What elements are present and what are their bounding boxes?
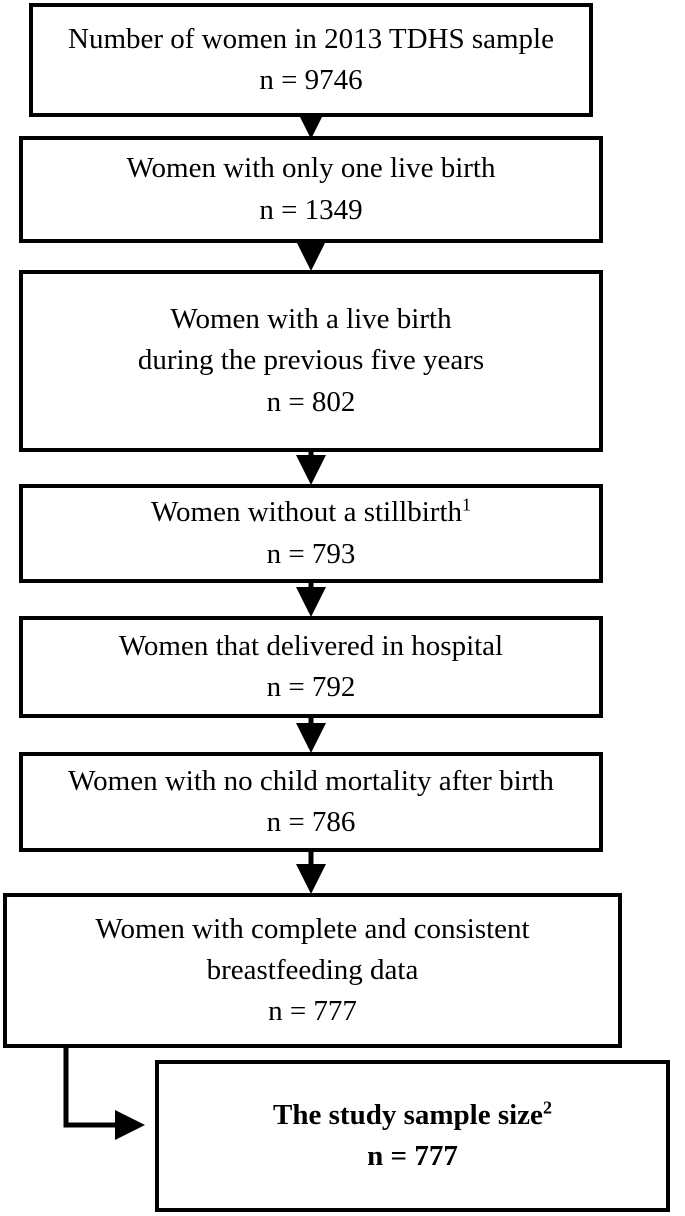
box-count: n = 792 (266, 671, 356, 703)
box-label-line-2: during the previous five years (137, 344, 485, 377)
box-label: Women without a stillbirth (151, 496, 462, 529)
box-label: Women with a live birth (170, 303, 452, 336)
box-label: Women with only one live birth (126, 152, 496, 185)
box-count: n = 1349 (259, 193, 363, 226)
box-label: Number of women in 2013 TDHS sample (68, 22, 554, 55)
box-count: n = 9746 (259, 64, 363, 96)
footnote-marker-2: 2 (542, 1097, 552, 1118)
box-label: Women that delivered in hospital (118, 629, 504, 662)
box-count: n = 786 (266, 806, 356, 838)
footnote-marker-1: 1 (462, 494, 471, 515)
box-hospital (19, 616, 603, 718)
box-count: n = 793 (266, 537, 356, 570)
box-label: The study sample size (273, 1098, 543, 1131)
box-label-line-2: breastfeeding data (206, 953, 419, 986)
box-no-mortality (19, 752, 603, 852)
box-label: Women with complete and consistent (95, 912, 530, 945)
box-count: n = 802 (266, 385, 356, 418)
box-one-live-birth (19, 136, 603, 243)
box-count: n = 777 (268, 995, 357, 1028)
arrow-7 (66, 1048, 140, 1125)
box-count: n = 777 (367, 1140, 458, 1172)
box-breastfeeding (3, 893, 622, 1048)
box-no-stillbirth (19, 484, 603, 583)
box-sample (29, 3, 593, 117)
box-study-sample (155, 1060, 670, 1212)
box-label: Women with no child mortality after birth (68, 764, 554, 797)
box-five-years (19, 270, 603, 452)
